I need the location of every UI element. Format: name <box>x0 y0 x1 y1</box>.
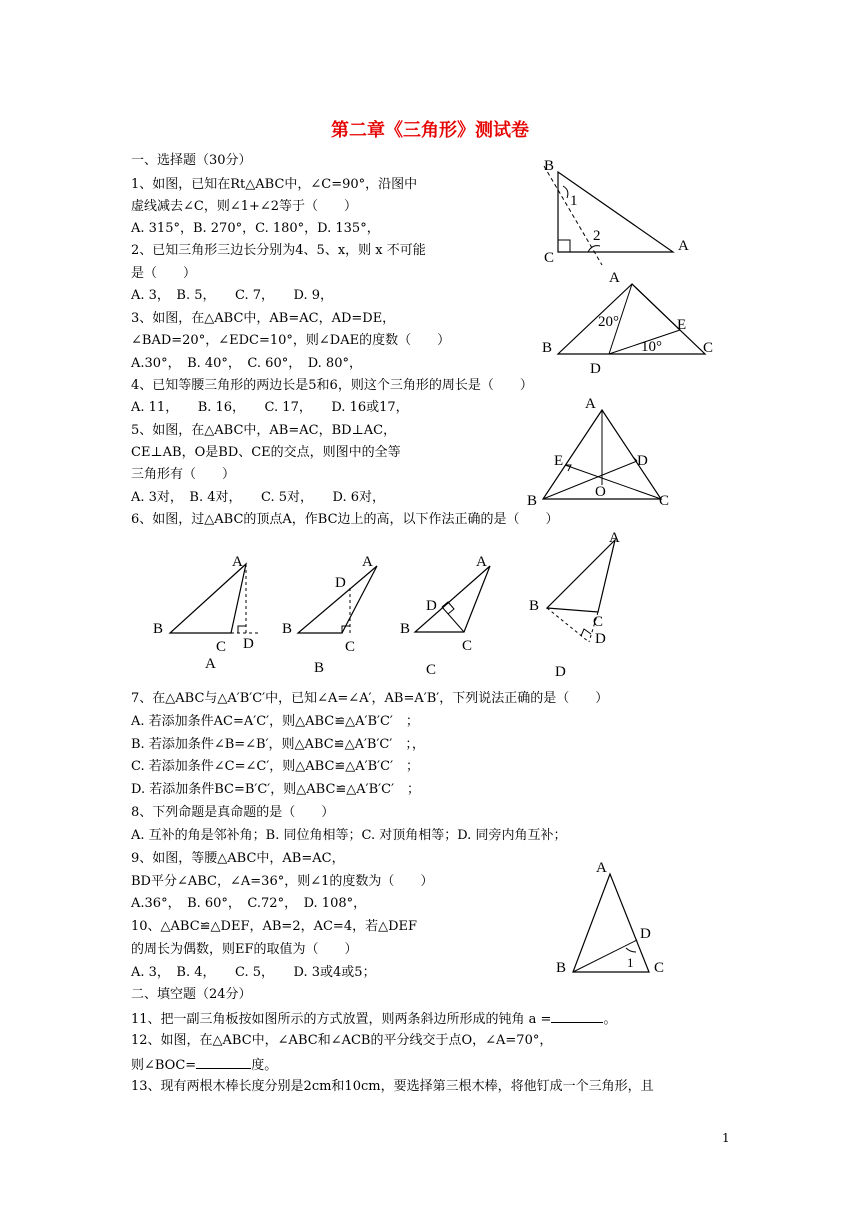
q9-options: A.36°， B. 60°， C.72°， D. 108°， <box>131 896 367 911</box>
fig6d-sub-label: D <box>555 664 566 680</box>
fig9-label-d: D <box>640 926 651 942</box>
q9-stem-cont: BD平分∠ABC，∠A=36°，则∠1的度数为（ ） <box>131 874 434 889</box>
page-number: 1 <box>722 1131 730 1145</box>
fig6b-sub-label: B <box>314 660 325 676</box>
fig1-label-b: B <box>544 158 555 174</box>
fig1-label-c: C <box>544 250 555 266</box>
figure-q6-c <box>398 550 508 680</box>
figure-q1 <box>530 150 700 265</box>
section-choice-heading: 一、选择题（30分） <box>131 153 252 168</box>
q10-stem-cont: 的周长为偶数，则EF的取值为（ ） <box>131 942 358 957</box>
fig2-label-d: D <box>590 361 601 377</box>
fig3-label-o: O <box>595 484 606 500</box>
q10-stem: 10、△ABC≌△DEF，AB=2，AC=4，若△DEF <box>131 919 418 934</box>
q11-end: 。 <box>603 1012 617 1027</box>
fig6d-label-a: A <box>609 530 620 546</box>
q9-stem: 9、如图，等腰△ABC中，AB=AC， <box>131 851 345 866</box>
q12-text: 则∠BOC= <box>131 1058 197 1073</box>
q11-stem <box>131 1010 616 1028</box>
q4-stem: 4、已知等腰三角形的两边长是5和6，则这个三角形的周长是（ ） <box>131 378 533 393</box>
q1-stem-cont: 虚线减去∠C，则∠1+∠2等于（ ） <box>131 199 358 214</box>
q12-stem-cont <box>131 1056 277 1074</box>
fig3-label-d: D <box>637 453 648 469</box>
figure-q6-b <box>280 550 390 675</box>
fig6d-label-d: D <box>595 631 606 647</box>
q3-stem: 3、如图，在△ABC中，AB=AC，AD=DE， <box>131 311 396 326</box>
figure-q6-a <box>148 548 273 673</box>
figure-q3 <box>540 270 720 380</box>
fig9-angle-1: 1 <box>627 955 634 970</box>
fig6b-label-d: D <box>335 575 346 591</box>
q1-stem: 1、如图，已知在Rt△ABC中，∠C=90°，沿图中 <box>131 177 418 192</box>
q7-option-a: A. 若添加条件AC=A′C′，则△ABC≌△A′B′C′ ； <box>131 714 419 729</box>
fig2-label-a: A <box>609 270 620 286</box>
q13-stem: 13、现有两根木棒长度分别是2cm和10cm，要选择第三根木棒，将他钉成一个三角形，且 <box>131 1079 654 1094</box>
fig6c-label-a: A <box>476 554 487 570</box>
fig3-label-c: C <box>659 493 670 509</box>
q5-stem-cont2: 三角形有（ ） <box>131 467 236 482</box>
fig6a-label-b: B <box>153 621 164 637</box>
section-fill-heading: 二、填空题（24分） <box>131 987 252 1002</box>
fig9-label-a: A <box>596 860 607 876</box>
q7-option-d: D. 若添加条件BC=B′C′，则△ABC≌△A′B′C′ ； <box>131 782 421 797</box>
q12-answer-blank[interactable] <box>196 1056 251 1069</box>
fig6a-label-d: D <box>243 636 254 652</box>
q12-stem: 12、如图，在△ABC中，∠ABC和∠ACB的平分线交于点O，∠A=70°， <box>131 1033 553 1048</box>
figure-q6-d <box>525 528 635 680</box>
fig2-label-c: C <box>703 340 714 356</box>
fig9-label-c: C <box>654 960 665 976</box>
q2-options: A. 3， B. 5， C. 7， D. 9， <box>131 288 334 303</box>
fig2-angle-20: 20° <box>598 314 619 330</box>
fig6a-sub-label: A <box>205 656 216 672</box>
q7-option-c: C. 若添加条件∠C=∠C′，则△ABC≌△A′B′C′ ； <box>131 759 420 774</box>
q11-answer-blank[interactable] <box>551 1010 603 1023</box>
q5-options: A. 3对， B. 4对， C. 5对， D. 6对， <box>131 490 386 505</box>
fig2-label-e: E <box>677 317 687 333</box>
fig6c-label-b: B <box>400 621 411 637</box>
q1-options: A. 315°，B. 270°，C. 180°，D. 135°， <box>131 221 380 236</box>
q3-options: A.30°， B. 40°， C. 60°， D. 80°， <box>131 356 362 371</box>
fig6d-label-c: C <box>593 614 604 630</box>
fig9-label-b: B <box>556 960 567 976</box>
fig6b-label-a: A <box>362 554 373 570</box>
fig6d-label-b: B <box>529 598 540 614</box>
fig6c-sub-label: C <box>426 662 437 678</box>
fig2-label-b: B <box>542 340 553 356</box>
q7-option-b: B. 若添加条件∠B=∠B′，则△ABC≌△A′B′C′ ；， <box>131 737 425 752</box>
fig6c-label-c: C <box>462 638 473 654</box>
q2-stem: 2、已知三角形三边长分别为4、5、x，则 x 不可能 <box>131 243 426 258</box>
q10-options: A. 3， B. 4， C. 5， D. 3或4或5； <box>131 965 376 980</box>
q7-stem: 7、在△ABC与△A′B′C′中，已知∠A=∠A′，AB=A′B′，下列说法正确的是（ ） <box>131 691 609 706</box>
q5-stem-cont: CE⊥AB，O是BD、CE的交点，则图中的全等 <box>131 445 401 460</box>
fig1-label-a: A <box>678 238 689 254</box>
fig3-label-e: E <box>554 453 564 469</box>
fig1-angle-1: 1 <box>570 193 578 209</box>
q12-end: 度。 <box>251 1058 278 1073</box>
fig6b-label-b: B <box>282 621 293 637</box>
q11-text: 11、把一副三角板按如图所示的方式放置，则两条斜边所形成的钝角 a = <box>131 1012 552 1027</box>
q8-options: A. 互补的角是邻补角；B. 同位角相等；C. 对顶角相等；D. 同旁内角互补； <box>131 828 567 843</box>
q5-stem: 5、如图，在△ABC中，AB=AC，BD⊥AC， <box>131 423 397 438</box>
fig3-label-b: B <box>527 493 538 509</box>
q8-stem: 8、下列命题是真命题的是（ ） <box>131 805 335 820</box>
fig6a-label-a: A <box>232 554 243 570</box>
page-title: 第二章《三角形》测试卷 <box>331 120 529 141</box>
figure-q9 <box>550 852 685 982</box>
q2-stem-cont: 是（ ） <box>131 266 197 281</box>
fig1-angle-2: 2 <box>593 228 601 244</box>
fig6b-label-c: C <box>345 639 356 655</box>
fig6c-label-d: D <box>426 598 437 614</box>
fig2-angle-10: 10° <box>641 339 662 355</box>
fig6a-label-c: C <box>216 639 227 655</box>
q4-options: A. 11， B. 16， C. 17， D. 16或17， <box>131 400 409 415</box>
q3-stem-cont: ∠BAD=20°，∠EDC=10°，则∠DAE的度数（ ） <box>131 333 451 348</box>
fig3-label-a: A <box>585 396 596 412</box>
q6-stem: 6、如图，过△ABC的顶点A，作BC边上的高，以下作法正确的是（ ） <box>131 512 559 527</box>
figure-q5 <box>525 395 685 515</box>
